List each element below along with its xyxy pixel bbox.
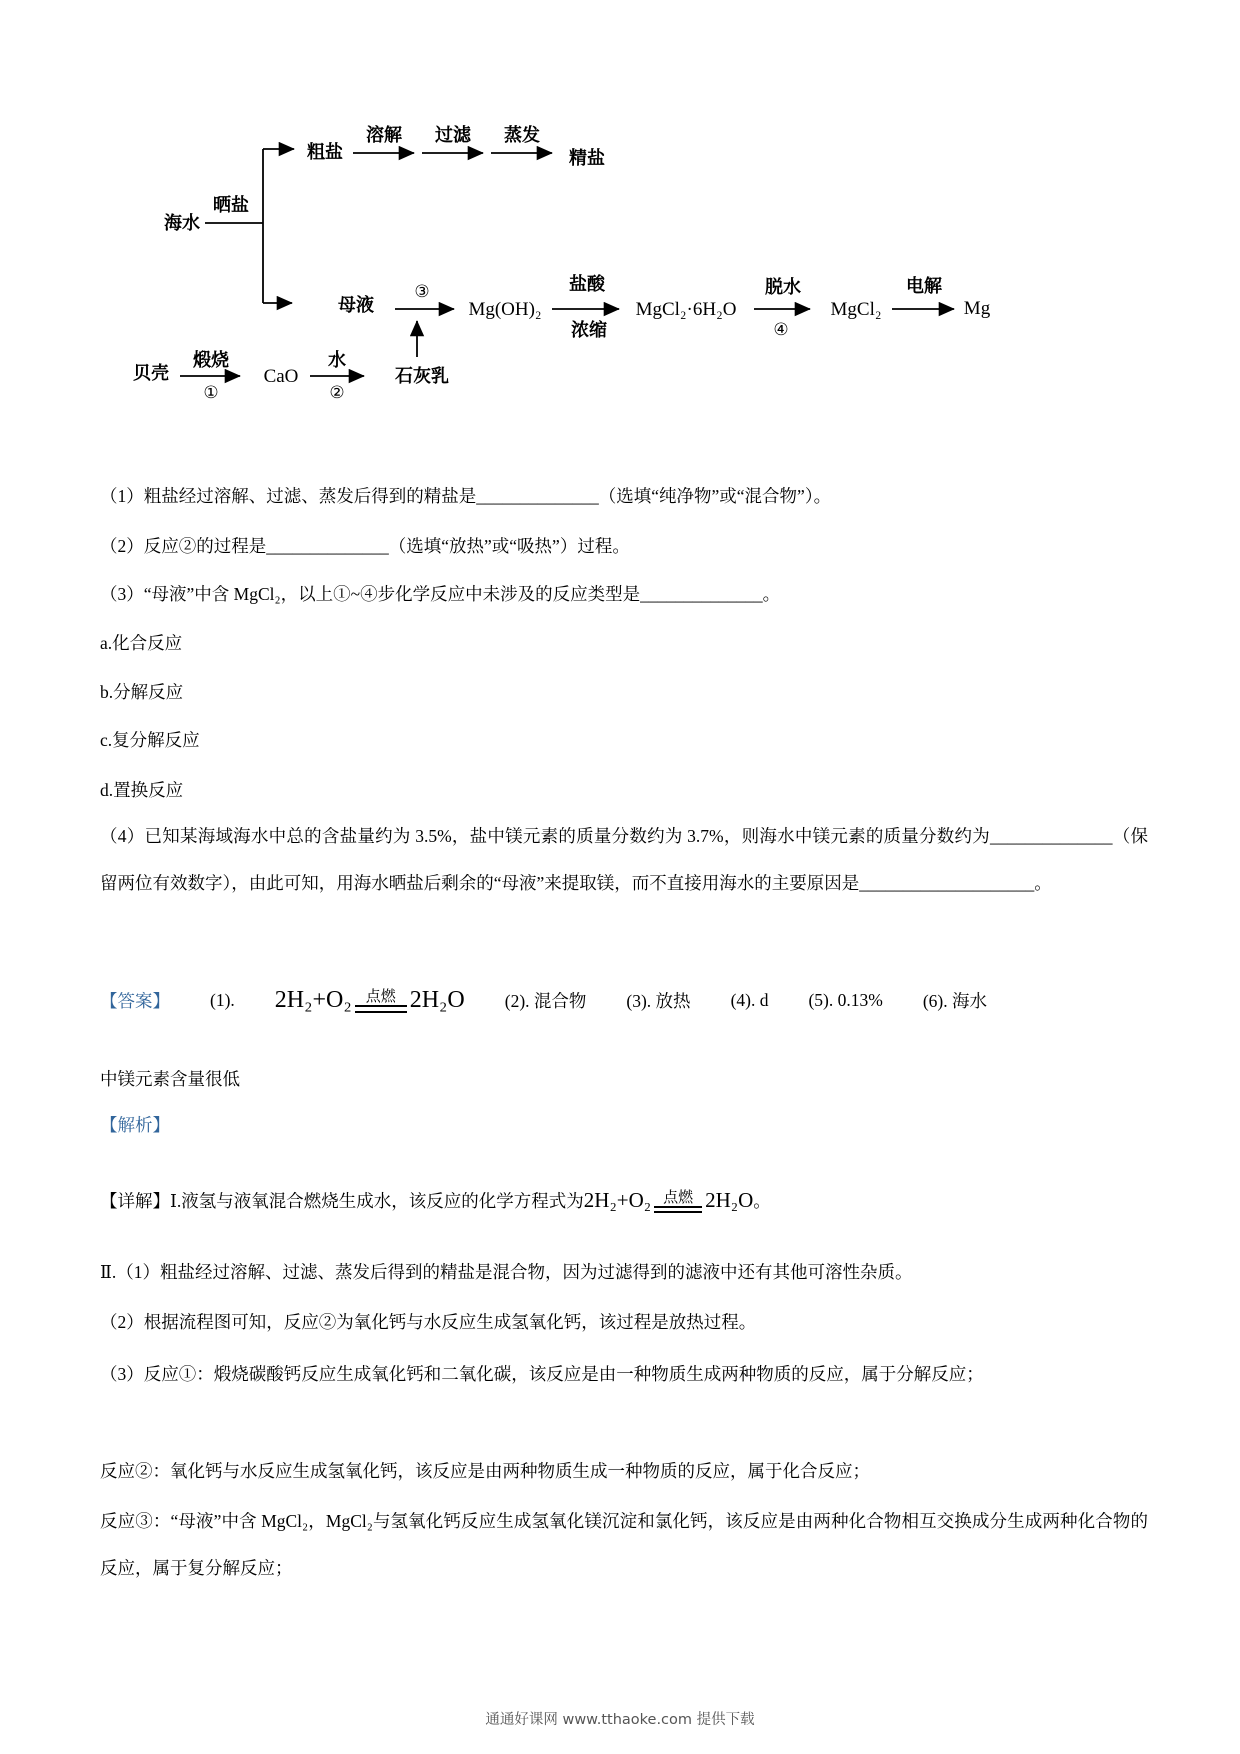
equation-right: 2H₂O (705, 1187, 754, 1212)
question-3-option-d: d.置换反应 (100, 780, 184, 800)
equation-equals-lines (654, 1206, 702, 1213)
page-footer: 通通好课网 www.tthaoke.com 提供下载 (485, 1712, 755, 1728)
node-mgcl2-6h2o: MgCl₂·6H₂O (635, 299, 737, 320)
question-3-option-a: a.化合反应 (100, 633, 183, 653)
equation-condition-text: 点燃 (663, 1187, 694, 1206)
analysis-label: 【解析】 (100, 1115, 170, 1135)
process-flowchart (100, 85, 1020, 405)
explain-paragraph-2: （2）根据流程图可知，反应②为氧化钙与水反应生成氢氧化钙，该过程是放热过程。 (100, 1312, 757, 1332)
answer-item-2: (2). 混合物 (504, 990, 587, 1011)
detail-equation (584, 1188, 753, 1213)
node-mg: Mg (963, 298, 991, 319)
equation-condition (654, 1188, 702, 1213)
explain-paragraph-1: Ⅱ.（1）粗盐经过溶解、过滤、蒸发后得到的精盐是混合物，因为过滤得到的滤液中还有其他可溶性杂质。 (100, 1262, 913, 1282)
label-filter: 过滤 (435, 125, 471, 146)
label-electrolysis: 电解 (906, 276, 942, 297)
detail-outro: 。 (753, 1190, 771, 1211)
label-step4: ④ (773, 320, 789, 340)
answer-label: 【答案】 (100, 990, 170, 1011)
explain-paragraph-3: （3）反应①：煅烧碳酸钙反应生成氧化钙和二氧化碳，该反应是由一种物质生成两种物质的反应，属于分解反应； (100, 1364, 984, 1384)
node-mgcl2: MgCl₂ (830, 299, 882, 320)
equation-right: 2H₂O (409, 986, 465, 1013)
label-step3: ③ (414, 282, 430, 302)
node-lime-milk: 石灰乳 (395, 366, 449, 387)
equation-condition (355, 987, 407, 1013)
label-dissolve: 溶解 (366, 125, 402, 146)
detail-paragraph (100, 1168, 1175, 1232)
question-2: （2）反应②的过程是______________（选填“放热”或“吸热”）过程。 (100, 536, 630, 556)
node-seawater: 海水 (164, 213, 200, 234)
question-3: （3）“母液”中含 MgCl₂，以上①~④步化学反应中未涉及的反应类型是______________。 (100, 584, 781, 604)
explain-paragraph-4: 反应②：氧化钙与水反应生成氢氧化钙，该反应是由两种物质生成一种物质的反应，属于化合反应； (100, 1461, 870, 1481)
question-3-option-c: c.复分解反应 (100, 730, 200, 750)
label-water: 水 (328, 350, 346, 371)
label-step2: ② (329, 383, 345, 403)
answer-item-6: (6). 海水 (922, 990, 987, 1011)
label-hcl: 盐酸 (569, 274, 605, 295)
node-mgoh2: Mg(OH)₂ (468, 299, 542, 320)
label-evaporate: 蒸发 (504, 125, 540, 146)
label-concentrate: 浓缩 (571, 320, 607, 341)
question-4: （4）已知某海域海水中总的含盐量约为 3.5%，盐中镁元素的质量分数约为 3.7%，则海水中镁元素的质量分数约为______________（保留两位有效数字），由此可知，用海水晒盐后剩余的“母液”来提取镁，而不直接用海水的主要原因是____________________。 (100, 826, 1148, 893)
node-shells: 贝壳 (133, 363, 169, 384)
label-dehydrate: 脱水 (765, 277, 801, 298)
equation-condition-text: 点燃 (365, 987, 396, 1005)
label-calcine: 煅烧 (193, 350, 229, 371)
equation-left: 2H₂+O₂ (274, 986, 352, 1013)
question-3-option-b: b.分解反应 (100, 682, 184, 702)
label-step1: ① (203, 383, 219, 403)
equation-left: 2H₂+O₂ (583, 1187, 652, 1212)
answer-item-3: (3). 放热 (626, 990, 691, 1011)
node-mother-liquor: 母液 (338, 295, 374, 316)
answer-item-5: (5). 0.13% (808, 989, 883, 1010)
node-cao: CaO (263, 366, 299, 387)
node-sun-salt: 晒盐 (213, 195, 249, 216)
answer-item-6-continuation: 中镁元素含量很低 (100, 1069, 240, 1089)
equation-equals-lines (355, 1005, 407, 1013)
explain-paragraph-5: 反应③：“母液”中含 MgCl₂，MgCl₂与氢氧化钙反应生成氢氧化镁沉淀和氯化钙，该反应是由两种化合物相互交换成分生成两种化合物的反应，属于复分解反应； (100, 1511, 1148, 1578)
detail-intro: 【详解】Ⅰ.液氢与液氧混合燃烧生成水，该反应的化学方程式为 (100, 1190, 584, 1211)
node-coarse-salt: 粗盐 (307, 142, 343, 163)
answer-equation (275, 987, 465, 1014)
node-refined-salt: 精盐 (569, 148, 605, 169)
answer-item-1-prefix: (1). (210, 989, 235, 1010)
answer-item-4: (4). d (730, 989, 769, 1010)
question-1: （1）粗盐经过溶解、过滤、蒸发后得到的精盐是______________（选填“纯净物”或“混合物”）。 (100, 486, 832, 506)
answer-section (100, 965, 1175, 1035)
